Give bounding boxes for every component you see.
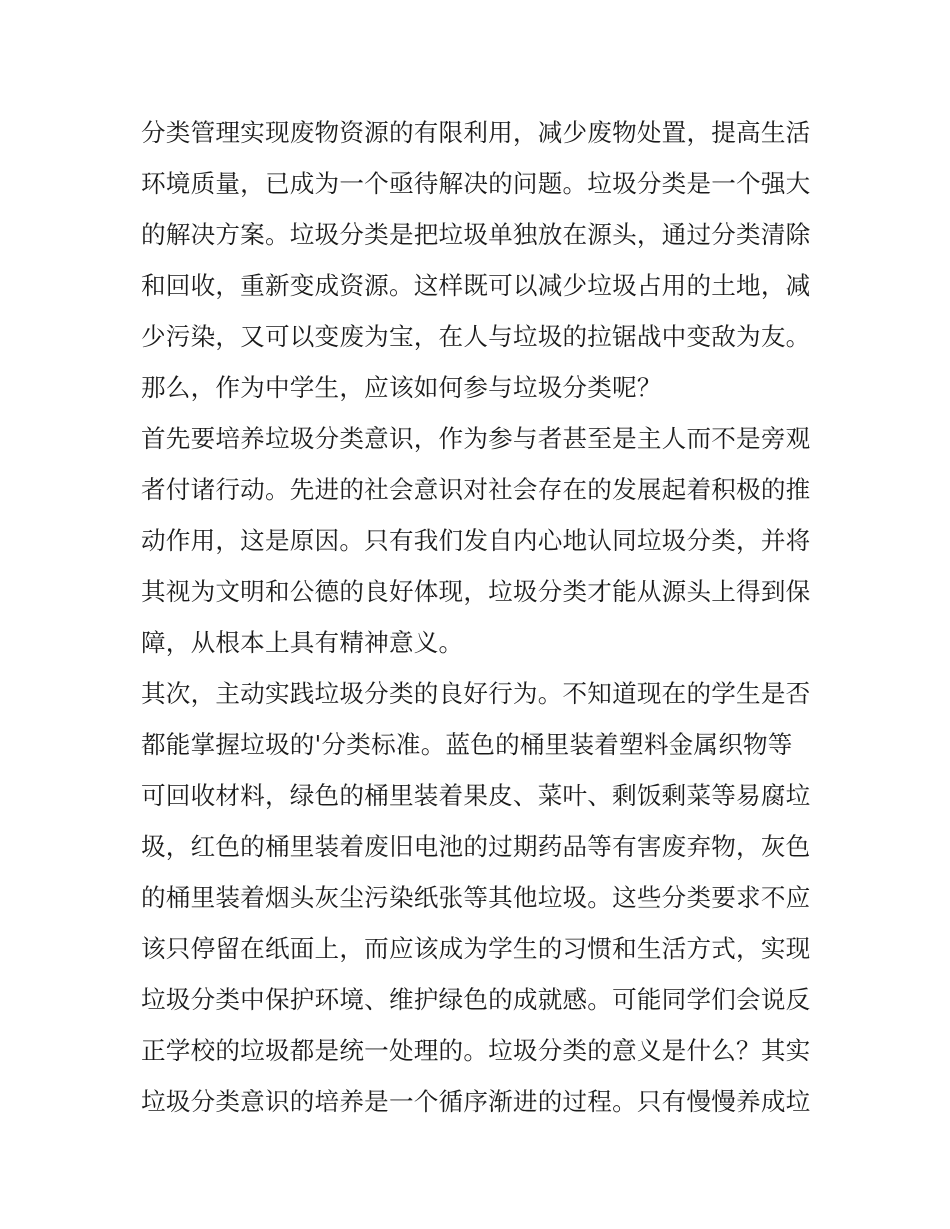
text-line-20: 垃圾分类意识的培养是一个循序渐进的过程。只有慢慢养成垃 xyxy=(141,1087,811,1116)
text-line-3: 的解决方案。垃圾分类是把垃圾单独放在源头，通过分类清除 xyxy=(141,220,811,249)
text-line-14: 可回收材料，绿色的桶里装着果皮、菜叶、剩饭剩菜等易腐垃 xyxy=(141,781,811,810)
text-line-8: 者付诸行动。先进的社会意识对社会存在的发展起着积极的推 xyxy=(141,475,811,504)
text-line-9: 动作用，这是原因。只有我们发自内心地认同垃圾分类，并将 xyxy=(141,526,811,555)
text-line-15: 圾，红色的桶里装着废旧电池的过期药品等有害废弃物，灰色 xyxy=(141,832,811,861)
text-line-6: 那么，作为中学生，应该如何参与垃圾分类呢？ xyxy=(141,373,662,402)
text-line-17: 该只停留在纸面上，而应该成为学生的习惯和生活方式，实现 xyxy=(141,934,811,963)
text-line-11: 障，从根本上具有精神意义。 xyxy=(141,628,464,657)
text-line-18: 垃圾分类中保护环境、维护绿色的成就感。可能同学们会说反 xyxy=(141,985,811,1014)
text-line-16: 的桶里装着烟头灰尘污染纸张等其他垃圾。这些分类要求不应 xyxy=(141,883,811,912)
text-line-4: 和回收，重新变成资源。这样既可以减少垃圾占用的土地，减 xyxy=(141,271,811,300)
text-line-12: 其次，主动实践垃圾分类的良好行为。不知道现在的学生是否 xyxy=(141,679,811,708)
text-line-7: 首先要培养垃圾分类意识，作为参与者甚至是主人而不是旁观 xyxy=(141,424,811,453)
text-line-13: 都能掌握垃圾的'分类标准。蓝色的桶里装着塑料金属织物等 xyxy=(141,730,793,759)
text-line-5: 少污染，又可以变废为宝，在人与垃圾的拉锯战中变敌为友。 xyxy=(141,322,811,351)
text-line-2: 环境质量，已成为一个亟待解决的问题。垃圾分类是一个强大 xyxy=(141,169,811,198)
text-line-10: 其视为文明和公德的良好体现，垃圾分类才能从源头上得到保 xyxy=(141,577,811,606)
text-line-19: 正学校的垃圾都是统一处理的。垃圾分类的意义是什么？其实 xyxy=(141,1036,811,1065)
body-text xyxy=(141,107,821,1127)
text-line-1: 分类管理实现废物资源的有限利用，减少废物处置，提高生活 xyxy=(141,118,811,147)
